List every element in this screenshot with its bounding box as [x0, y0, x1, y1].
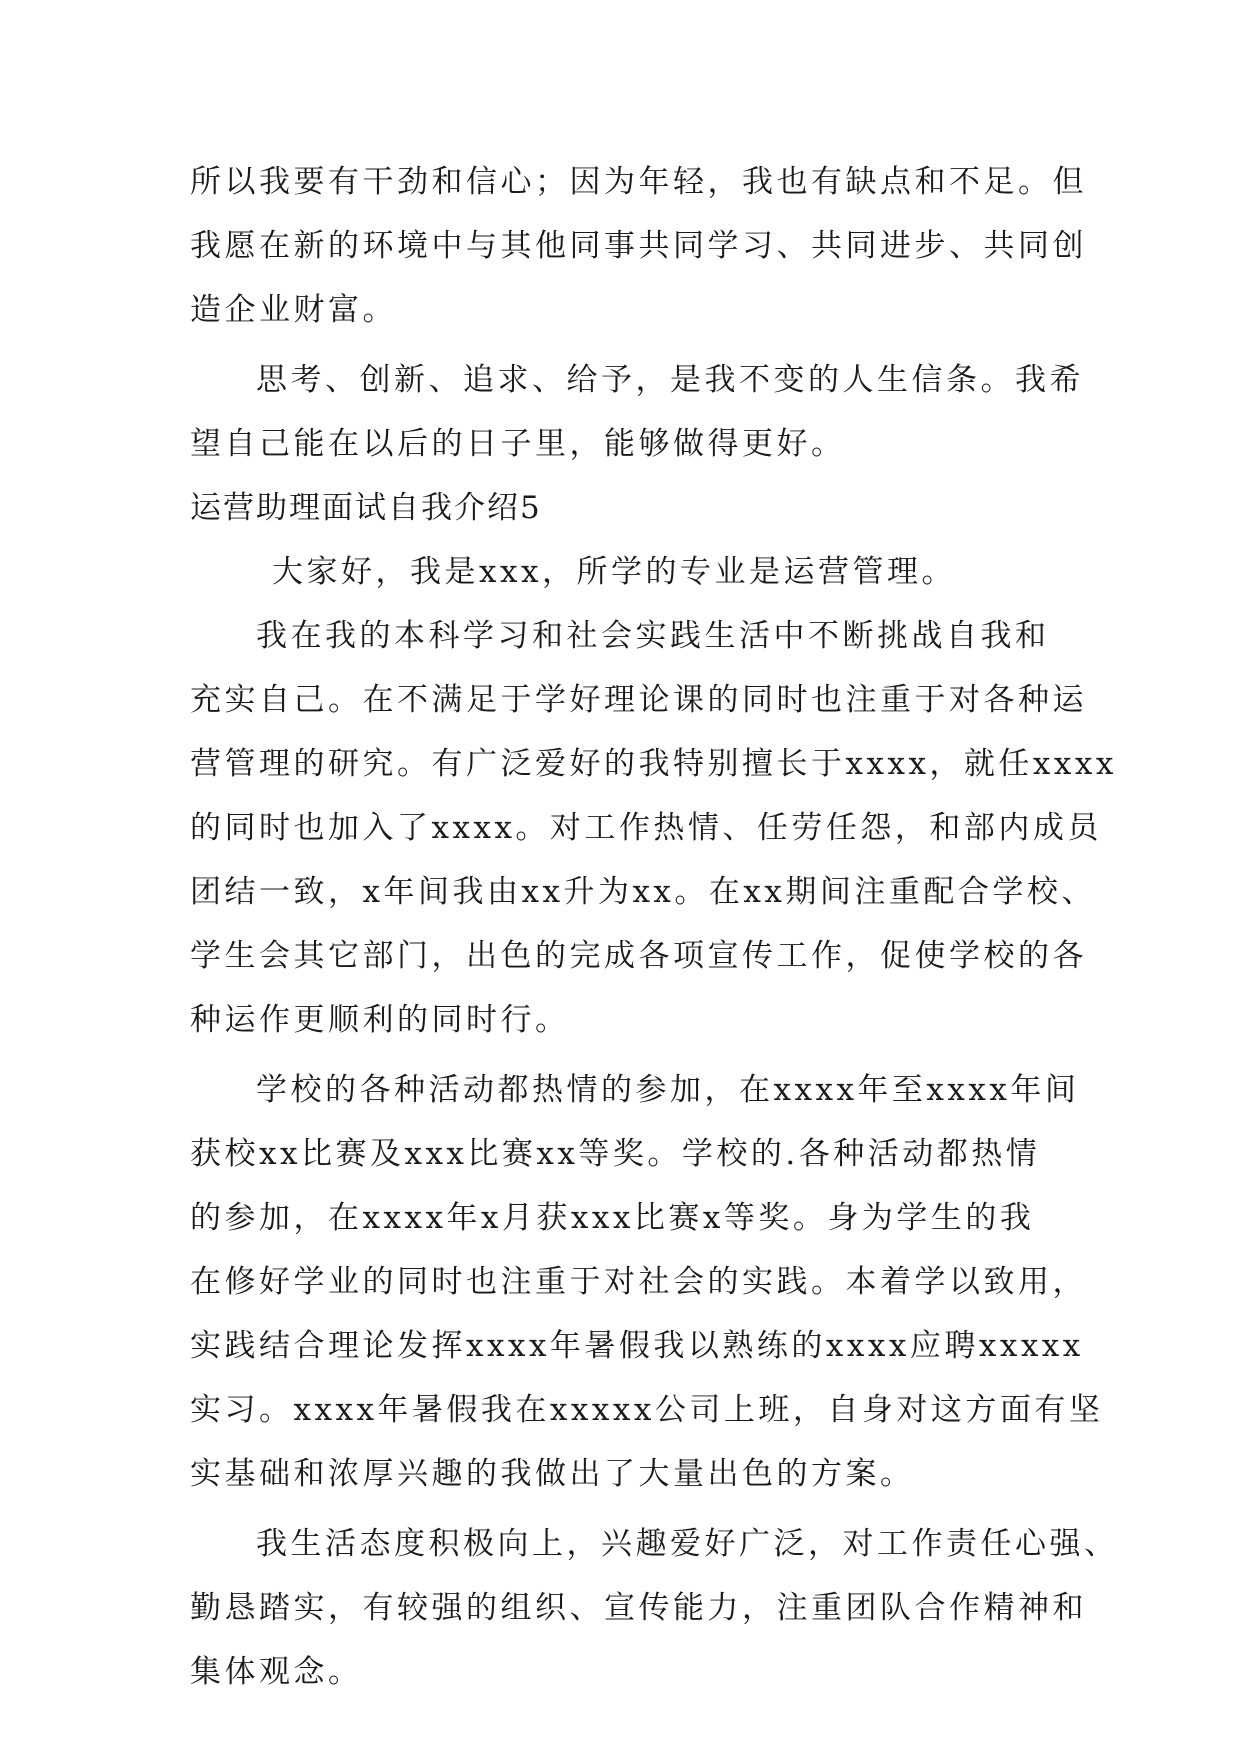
text-line: 造企业财富。 [190, 292, 397, 328]
text-line: 的参加，在xxxx年x月获xxx比赛x等奖。身为学生的我 [190, 1200, 1035, 1236]
text-line: 实习。xxxx年暑假我在xxxxx公司上班，自身对这方面有坚 [190, 1392, 1104, 1428]
paragraph [190, 1512, 1119, 1704]
paragraph [190, 348, 1084, 476]
text-line: 在修好学业的同时也注重于对社会的实践。本着学以致用， [190, 1264, 1087, 1300]
paragraph [190, 604, 1117, 1052]
paragraph [190, 150, 1087, 342]
text-line: 我生活态度积极向上，兴趣爱好广泛，对工作责任心强、 [256, 1526, 1119, 1562]
text-line: 充实自己。在不满足于学好理论课的同时也注重于对各种运 [190, 682, 1087, 718]
section-heading [190, 476, 1070, 540]
paragraph [190, 1058, 1104, 1506]
text-line: 获校xx比赛及xxx比赛xx等奖。学校的.各种活动都热情 [190, 1136, 1041, 1172]
text-line: 实践结合理论发挥xxxx年暑假我以熟练的xxxx应聘xxxxx [190, 1328, 1084, 1364]
document-body [190, 150, 1119, 1704]
text-line: 大家好，我是xxx，所学的专业是运营管理。 [272, 554, 956, 590]
text-line: 营管理的研究。有广泛爱好的我特别擅长于xxxx，就任xxxx [190, 746, 1117, 782]
text-line: 实基础和浓厚兴趣的我做出了大量出色的方案。 [190, 1456, 915, 1492]
paragraph [190, 540, 1070, 604]
text-line: 学生会其它部门，出色的完成各项宣传工作，促使学校的各 [190, 938, 1087, 974]
heading-text: 运营助理面试自我介绍5 [190, 490, 542, 526]
text-line: 我愿在新的环境中与其他同事共同学习、共同进步、共同创 [190, 228, 1087, 264]
text-line: 团结一致，x年间我由xx升为xx。在xx期间注重配合学校、 [190, 874, 1096, 910]
text-line: 学校的各种活动都热情的参加，在xxxx年至xxxx年间 [256, 1072, 1080, 1108]
text-line: 勤恳踏实，有较强的组织、宣传能力，注重团队合作精神和 [190, 1590, 1087, 1626]
text-line: 种运作更顺利的同时行。 [190, 1002, 570, 1038]
text-line: 所以我要有干劲和信心；因为年轻，我也有缺点和不足。但 [190, 164, 1087, 200]
text-line: 思考、创新、追求、给予，是我不变的人生信条。我希 [256, 362, 1084, 398]
text-line: 望自己能在以后的日子里，能够做得更好。 [190, 426, 846, 462]
text-line: 集体观念。 [190, 1654, 363, 1690]
text-line: 我在我的本科学习和社会实践生活中不断挑战自我和 [256, 618, 1050, 654]
text-line: 的同时也加入了xxxx。对工作热情、任劳任怨，和部内成员 [190, 810, 1102, 846]
